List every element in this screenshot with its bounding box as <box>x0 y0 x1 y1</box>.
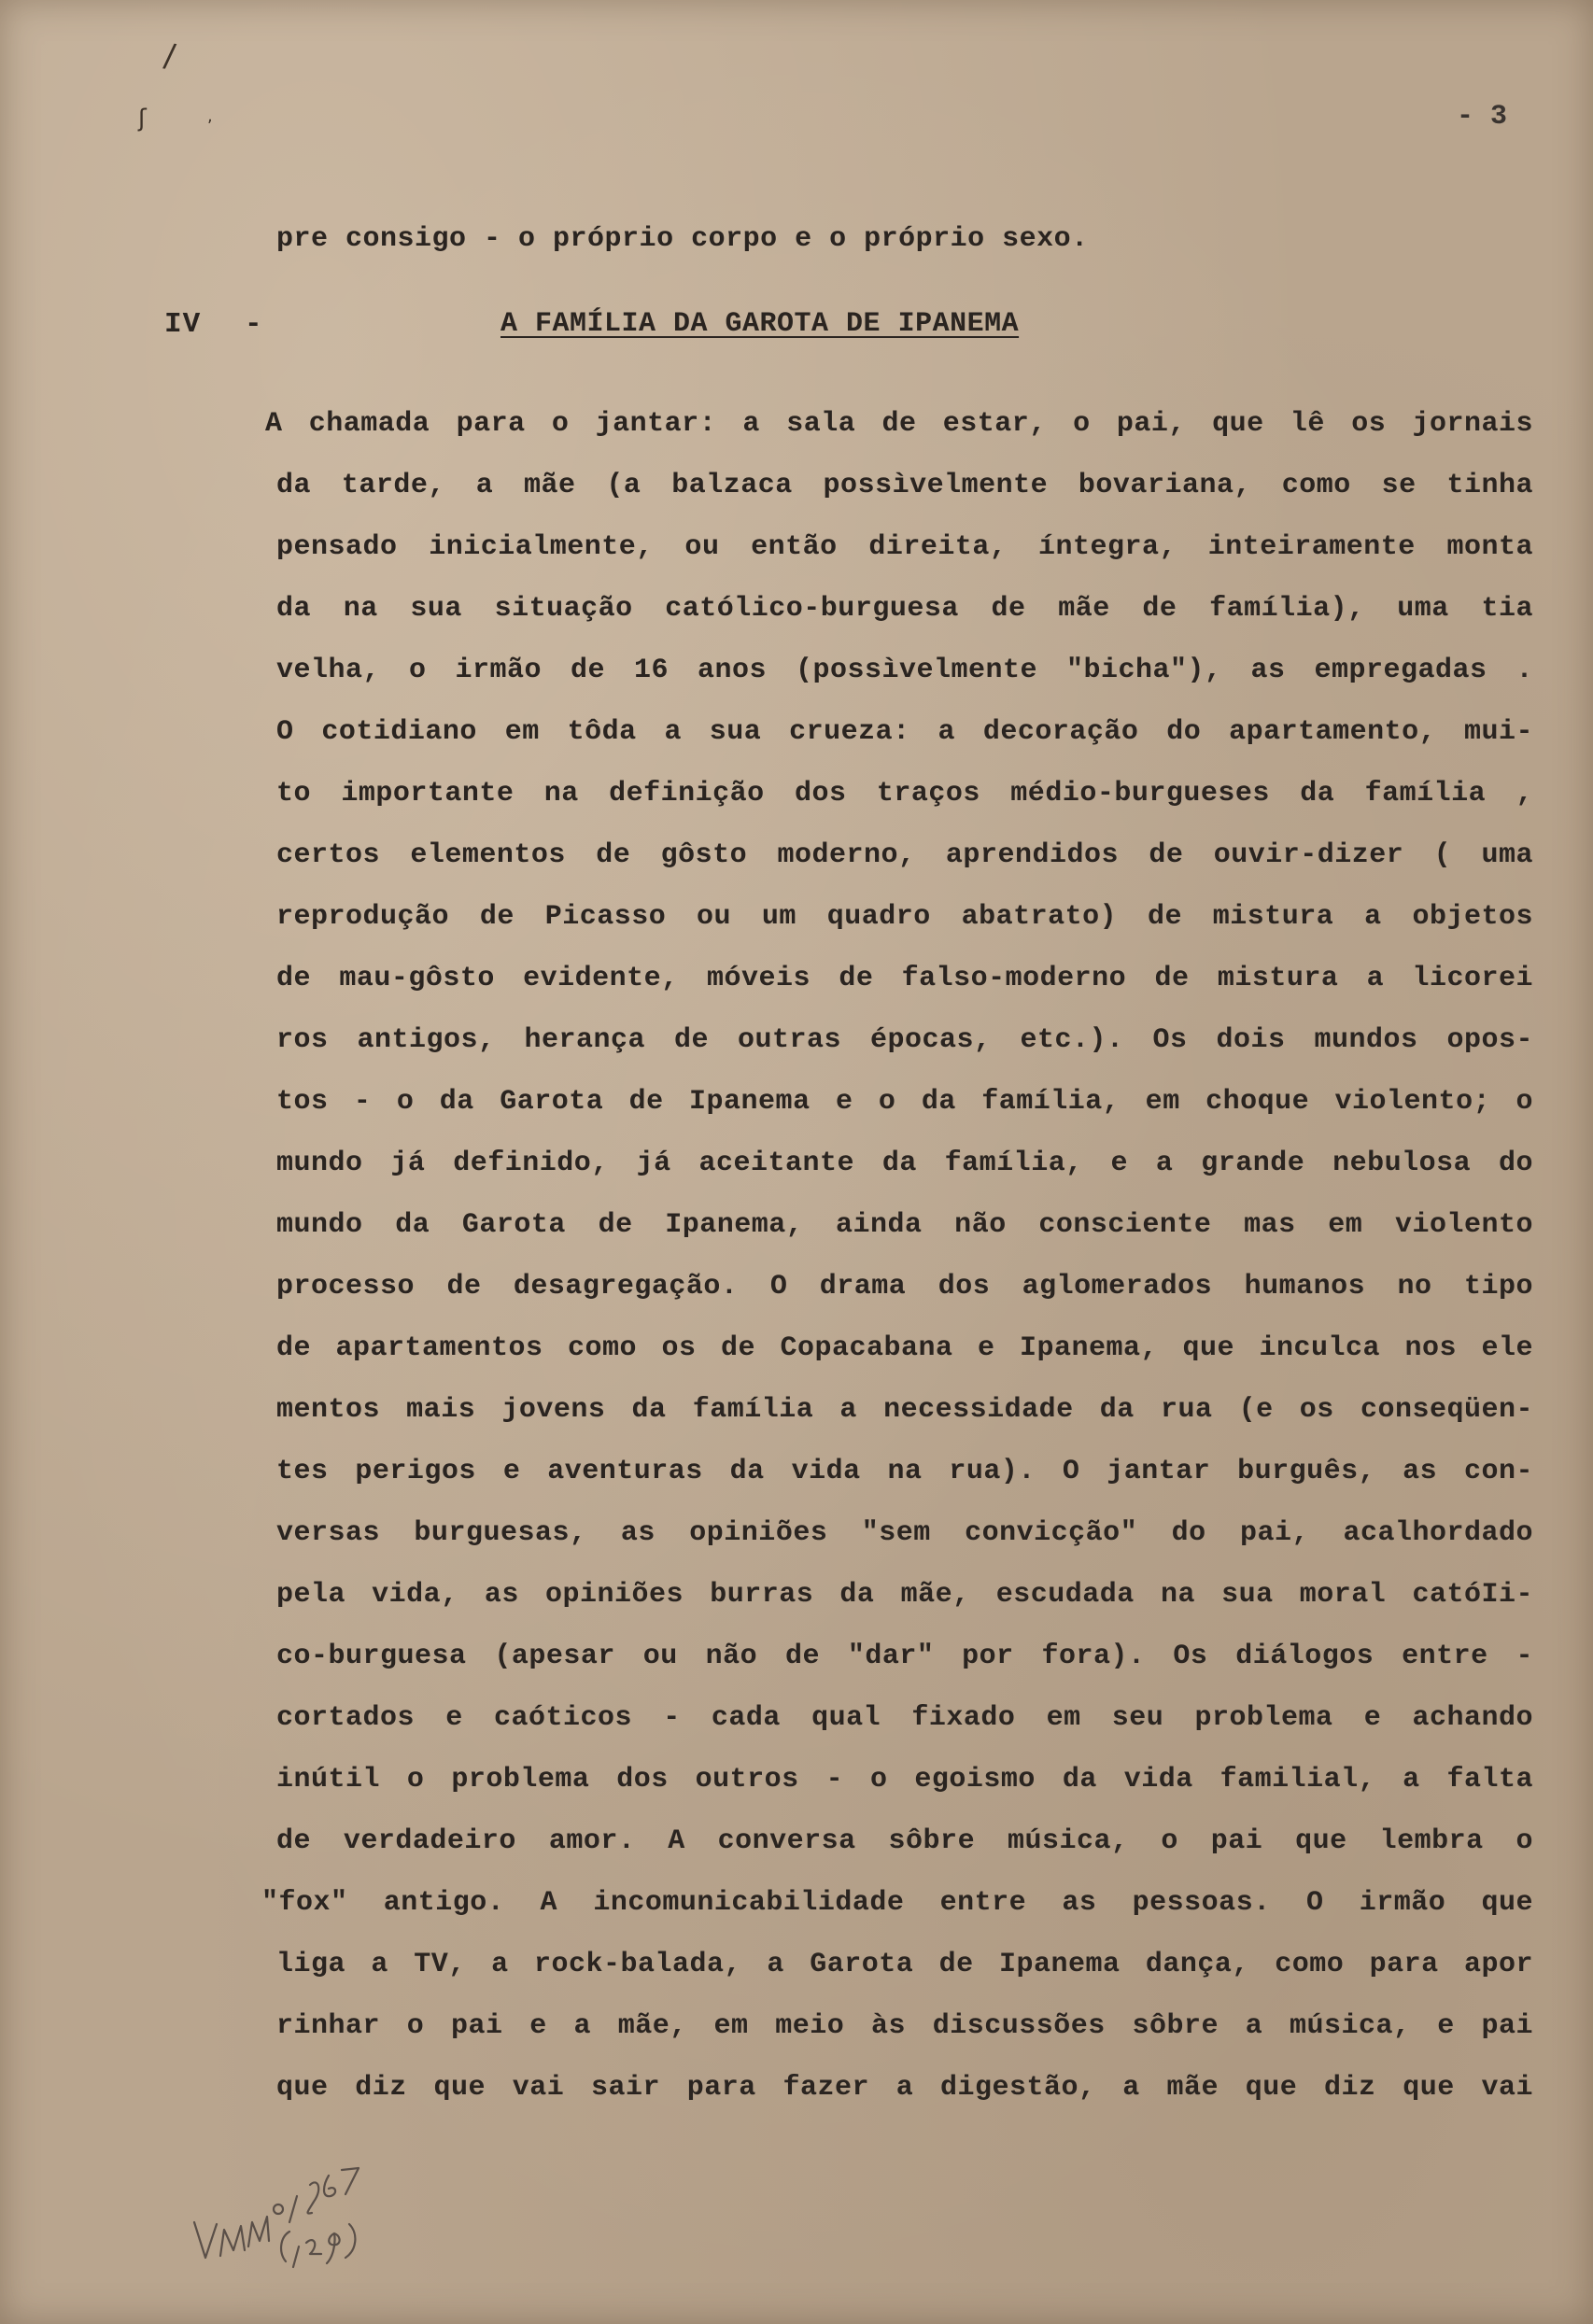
paragraph-line: da na sua situação católico-burguesa de mãe de família), uma tia <box>276 593 1533 625</box>
paragraph-line: tes perigos e aventuras da vida na rua). O jantar burguês, as con- <box>276 1456 1533 1487</box>
section-title: A FAMÍLIA DA GAROTA DE IPANEMA <box>500 308 1020 340</box>
section-dash: - <box>245 308 262 341</box>
paragraph-line: de mau-gôsto evidente, móveis de falso-moderno de mistura a licorei <box>276 963 1533 994</box>
paragraph-line: rinhar o pai e a mãe, em meio às discussões sôbre a música, e pai <box>276 2010 1533 2042</box>
paragraph-line: que diz que vai sair para fazer a digestão, a mãe que diz que vai <box>276 2072 1533 2104</box>
paragraph-line: cortados e caóticos - cada qual fixado em seu problema e achando <box>276 1702 1533 1734</box>
first-line: pre consigo - o próprio corpo e o próprio sexo. <box>276 223 1089 255</box>
paragraph-line: "fox" antigo. A incomunicabilidade entre as pessoas. O irmão que <box>261 1887 1533 1919</box>
paragraph-line: da tarde, a mãe (a balzaca possìvelmente bovariana, como se tinha <box>276 470 1533 501</box>
stray-pen-mark: / <box>162 36 178 76</box>
paragraph-line: liga a TV, a rock-balada, a Garota de Ipanema dança, como para apor <box>276 1949 1533 1980</box>
section-number: IV <box>164 308 202 341</box>
paragraph-line: mentos mais jovens da família a necessidade da rua (e os conseqüen- <box>276 1394 1533 1426</box>
paragraph-line: reprodução de Picasso ou um quadro abatrato) de mistura a objetos <box>276 901 1533 933</box>
paragraph-line: versas burguesas, as opiniões "sem convicção" do pai, acalhordado <box>276 1517 1533 1549</box>
paragraph-line: de apartamentos como os de Copacabana e Ipanema, que inculca nos ele <box>276 1332 1533 1364</box>
paragraph-line: to importante na definição dos traços médio-burgueses da família , <box>276 778 1533 810</box>
paragraph-line: tos - o da Garota de Ipanema e o da família, em choque violento; o <box>276 1086 1533 1118</box>
paragraph-line: A chamada para o jantar: a sala de estar, o pai, que lê os jornais <box>265 408 1533 440</box>
stray-pen-mark: ʃ <box>138 105 147 133</box>
paragraph-line: mundo da Garota de Ipanema, ainda não consciente mas em violento <box>276 1209 1533 1241</box>
paragraph-line: pela vida, as opiniões burras da mãe, escudada na sua moral catóIi- <box>276 1579 1533 1611</box>
paragraph-line: O cotidiano em tôda a sua crueza: a decoração do apartamento, mui- <box>276 716 1533 748</box>
page-number: - 3 <box>1457 101 1508 133</box>
paragraph-line: de verdadeiro amor. A conversa sôbre música, o pai que lembra o <box>276 1825 1533 1857</box>
paragraph-line: velha, o irmão de 16 anos (possìvelmente "bicha"), as empregadas . <box>276 655 1533 686</box>
paragraph-line: certos elementos de gôsto moderno, aprendidos de ouvir-dizer ( uma <box>276 839 1533 871</box>
paragraph-line: processo de desagregação. O drama dos aglomerados humanos no tipo <box>276 1271 1533 1303</box>
paragraph-line: ros antigos, herança de outras épocas, etc.). Os dois mundos opos- <box>276 1024 1533 1056</box>
paragraph-line: mundo já definido, já aceitante da família, e a grande nebulosa do <box>276 1148 1533 1179</box>
handwritten-archive-note <box>187 2157 402 2288</box>
paragraph-line: co-burguesa (apesar ou não de "dar" por fora). Os diálogos entre - <box>276 1641 1533 1672</box>
paragraph-line: pensado inicialmente, ou então direita, íntegra, inteiramente monta <box>276 531 1533 563</box>
paragraph-line: inútil o problema dos outros - o egoismo da vida familial, a falta <box>276 1764 1533 1796</box>
stray-pen-mark: , <box>207 106 213 126</box>
